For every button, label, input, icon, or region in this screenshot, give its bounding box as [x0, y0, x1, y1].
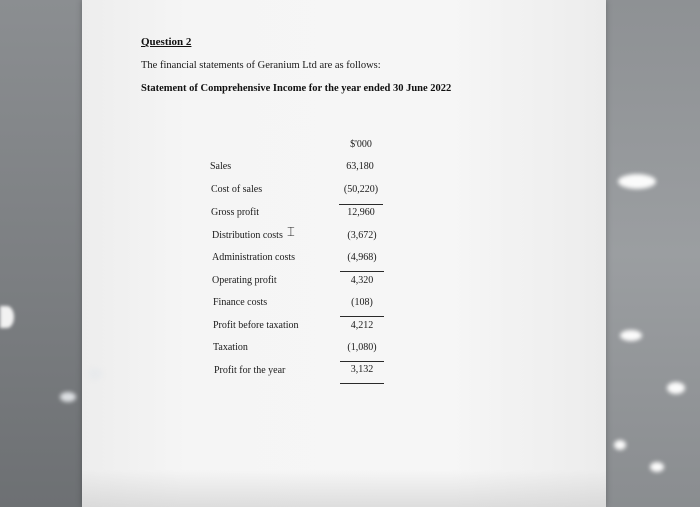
light-glare	[618, 174, 656, 189]
row-label-sales: Sales	[210, 161, 232, 172]
row-label-operating-profit: Operating profit	[212, 275, 277, 286]
subtotal-rule	[339, 204, 383, 205]
row-label-administration-costs: Administration costs	[212, 252, 296, 263]
row-value-cost-of-sales: (50,220)	[343, 184, 379, 195]
row-label-profit-for-the-year: Profit for the year	[214, 365, 286, 376]
left-background	[0, 0, 82, 507]
column-header: $'000	[350, 139, 372, 150]
paper-shadow	[82, 470, 606, 507]
light-glare	[60, 392, 76, 402]
intro-text: The financial statements of Geranium Ltd are as follows:	[141, 60, 381, 71]
subtotal-rule	[340, 361, 384, 362]
row-label-profit-before-taxation: Profit before taxation	[213, 320, 299, 331]
row-label-gross-profit: Gross profit	[211, 207, 260, 218]
row-value-sales: 63,180	[346, 161, 374, 172]
light-glare	[650, 462, 664, 472]
right-background	[605, 0, 700, 507]
subtotal-rule	[340, 316, 384, 317]
row-value-gross-profit: 12,960	[347, 207, 375, 218]
row-label-finance-costs: Finance costs	[213, 297, 268, 308]
row-value-taxation: (1,080)	[347, 342, 377, 353]
row-value-profit-for-the-year: 3,132	[350, 364, 374, 375]
light-glare	[614, 440, 626, 450]
row-value-distribution-costs: (3,672)	[347, 230, 377, 241]
light-glare	[0, 306, 14, 328]
row-value-operating-profit: 4,320	[350, 275, 374, 286]
row-label-distribution-costs: Distribution costs	[212, 230, 283, 241]
row-value-profit-before-taxation: 4,212	[350, 320, 374, 331]
light-glare	[620, 330, 642, 341]
row-value-administration-costs: (4,968)	[347, 252, 377, 263]
question-title: Question 2	[141, 36, 192, 48]
row-value-finance-costs: (108)	[351, 297, 373, 308]
row-label-cost-of-sales: Cost of sales	[211, 184, 263, 195]
text-cursor-icon: ⌶	[287, 225, 295, 240]
row-label-taxation: Taxation	[213, 342, 248, 353]
light-glare	[667, 382, 685, 394]
light-glare	[88, 368, 102, 380]
statement-title: Statement of Comprehensive Income for the year ended 30 June 2022	[141, 83, 452, 94]
subtotal-rule	[340, 271, 384, 272]
total-rule	[340, 383, 384, 384]
